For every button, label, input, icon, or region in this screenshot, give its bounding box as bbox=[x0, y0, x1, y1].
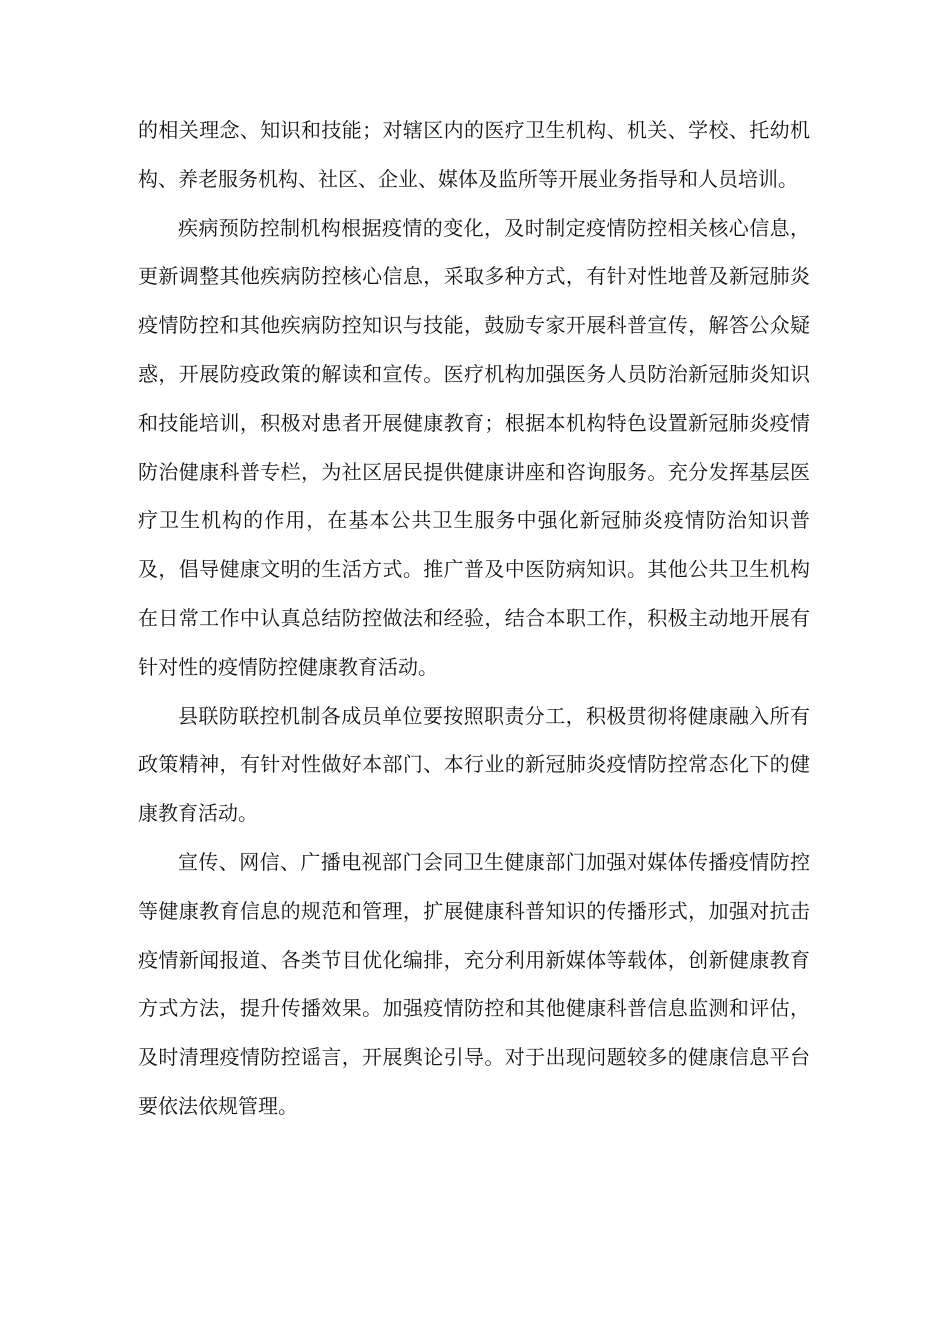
document-body bbox=[138, 106, 810, 1131]
paragraph-1: 的相关理念、知识和技能；对辖区内的医疗卫生机构、机关、学校、托幼机构、养老服务机构、社区、企业、媒体及监所等开展业务指导和人员培训。 bbox=[138, 118, 810, 191]
paragraph-2: 疾病预防控制机构根据疫情的变化，及时制定疫情防控相关核心信息，更新调整其他疾病防控核心信息，采取多种方式，有针对性地普及新冠肺炎疫情防控和其他疾病防控知识与技能，鼓励专家开展科普宣传，解答公众疑惑，开展防疫政策的解读和宣传。医疗机构加强医务人员防治新冠肺炎知识和技能培训，积极对患者开展健康教育；根据本机构特色设置新冠肺炎疫情防治健康科普专栏，为社区居民提供健康讲座和咨询服务。充分发挥基层医疗卫生机构的作用，在基本公共卫生服务中强化新冠肺炎疫情防治知识普及，倡导健康文明的生活方式。推广普及中医防病知识。其他公共卫生机构在日常工作中认真总结防控做法和经验，结合本职工作，积极主动地开展有针对性的疫情防控健康教育活动。 bbox=[138, 215, 810, 679]
paragraph-3: 县联防联控机制各成员单位要按照职责分工，积极贯彻将健康融入所有政策精神，有针对性做好本部门、本行业的新冠肺炎疫情防控常态化下的健康教育活动。 bbox=[138, 703, 810, 826]
paragraph-4: 宣传、网信、广播电视部门会同卫生健康部门加强对媒体传播疫情防控等健康教育信息的规范和管理，扩展健康科普知识的传播形式，加强对抗击疫情新闻报道、各类节目优化编排，充分利用新媒体等载体，创新健康教育方式方法，提升传播效果。加强疫情防控和其他健康科普信息监测和评估，及时清理疫情防控谣言，开展舆论引导。对于出现问题较多的健康信息平台要依法依规管理。 bbox=[138, 849, 810, 1118]
